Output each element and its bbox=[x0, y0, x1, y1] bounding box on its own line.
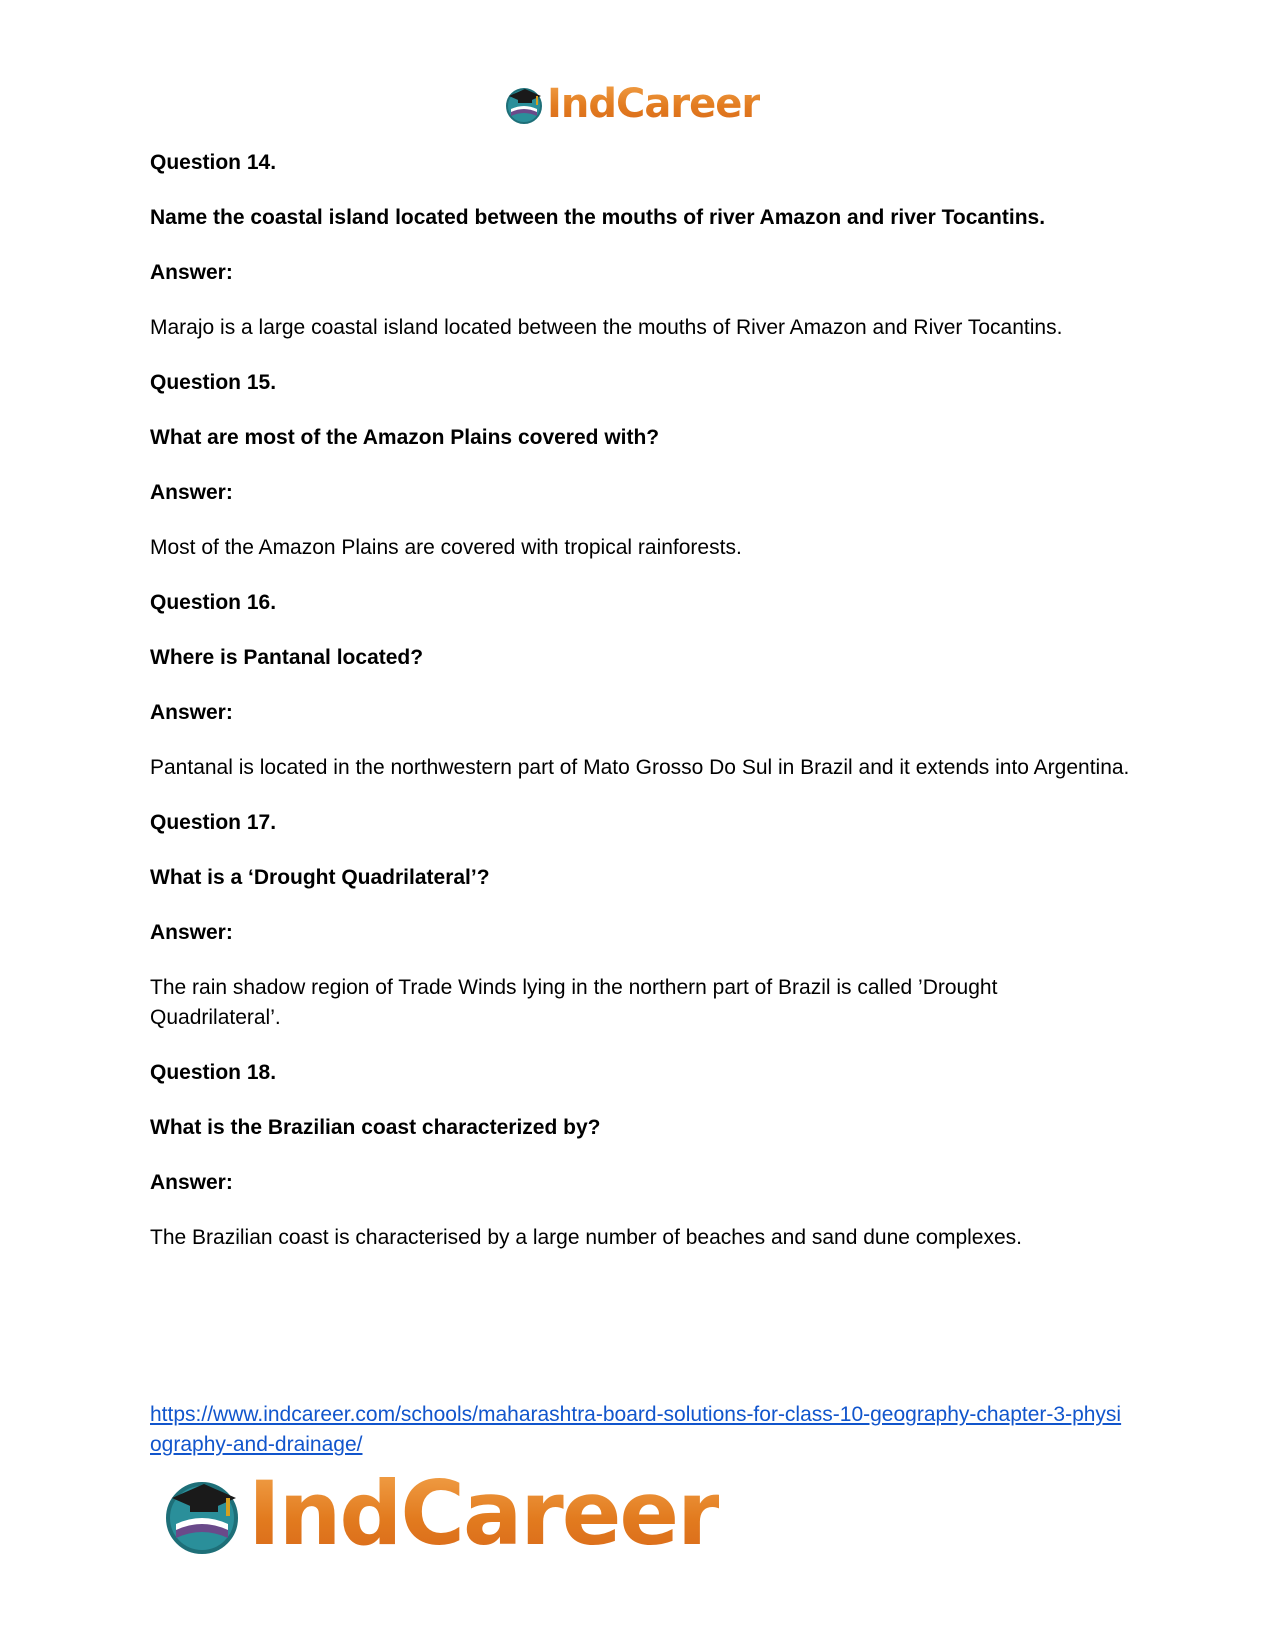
answer-label: Answer: bbox=[150, 701, 233, 724]
question-number: Question 16. bbox=[150, 591, 277, 614]
qa-item-14 bbox=[150, 148, 1130, 343]
source-link[interactable]: https://www.indcareer.com/schools/maharashtra-board-solutions-for-class-10-geography-chapter-3-physiography-and-drainage/ bbox=[150, 1403, 1122, 1456]
qa-item-17 bbox=[150, 808, 1130, 1033]
footer-logo-text: IndCareer bbox=[248, 1462, 719, 1565]
footer-logo bbox=[160, 1462, 719, 1565]
answer-text: Most of the Amazon Plains are covered with tropical rainforests. bbox=[150, 536, 742, 559]
header-logo bbox=[503, 80, 760, 128]
answer-label: Answer: bbox=[150, 481, 233, 504]
answer-text: Marajo is a large coastal island located between the mouths of River Amazon and River Tocantins. bbox=[150, 316, 1063, 339]
question-number: Question 18. bbox=[150, 1061, 277, 1084]
answer-label: Answer: bbox=[150, 921, 233, 944]
qa-item-16 bbox=[150, 588, 1130, 783]
question-number: Question 15. bbox=[150, 371, 277, 394]
graduation-cap-globe-icon bbox=[503, 83, 545, 125]
answer-label: Answer: bbox=[150, 1171, 233, 1194]
question-number: Question 17. bbox=[150, 811, 277, 834]
answer-text: The rain shadow region of Trade Winds lying in the northern part of Brazil is called ’Drought Quadrilateral’. bbox=[150, 976, 998, 1029]
qa-item-15 bbox=[150, 368, 1130, 563]
answer-text: Pantanal is located in the northwestern part of Mato Grosso Do Sul in Brazil and it extends into Argentina. bbox=[150, 756, 1130, 779]
answer-text: The Brazilian coast is characterised by a large number of beaches and sand dune complexes. bbox=[150, 1226, 1022, 1249]
header-logo-text: IndCareer bbox=[547, 81, 761, 127]
qa-content bbox=[150, 148, 1130, 1278]
question-text: What is a ‘Drought Quadrilateral’? bbox=[150, 866, 490, 889]
question-number: Question 14. bbox=[150, 151, 277, 174]
qa-item-18 bbox=[150, 1058, 1130, 1253]
question-text: Where is Pantanal located? bbox=[150, 646, 424, 669]
question-text: What is the Brazilian coast characterized by? bbox=[150, 1116, 601, 1139]
question-text: Name the coastal island located between the mouths of river Amazon and river Tocantins. bbox=[150, 206, 1046, 229]
graduation-cap-globe-icon bbox=[160, 1472, 244, 1556]
answer-label: Answer: bbox=[150, 261, 233, 284]
question-text: What are most of the Amazon Plains covered with? bbox=[150, 426, 660, 449]
